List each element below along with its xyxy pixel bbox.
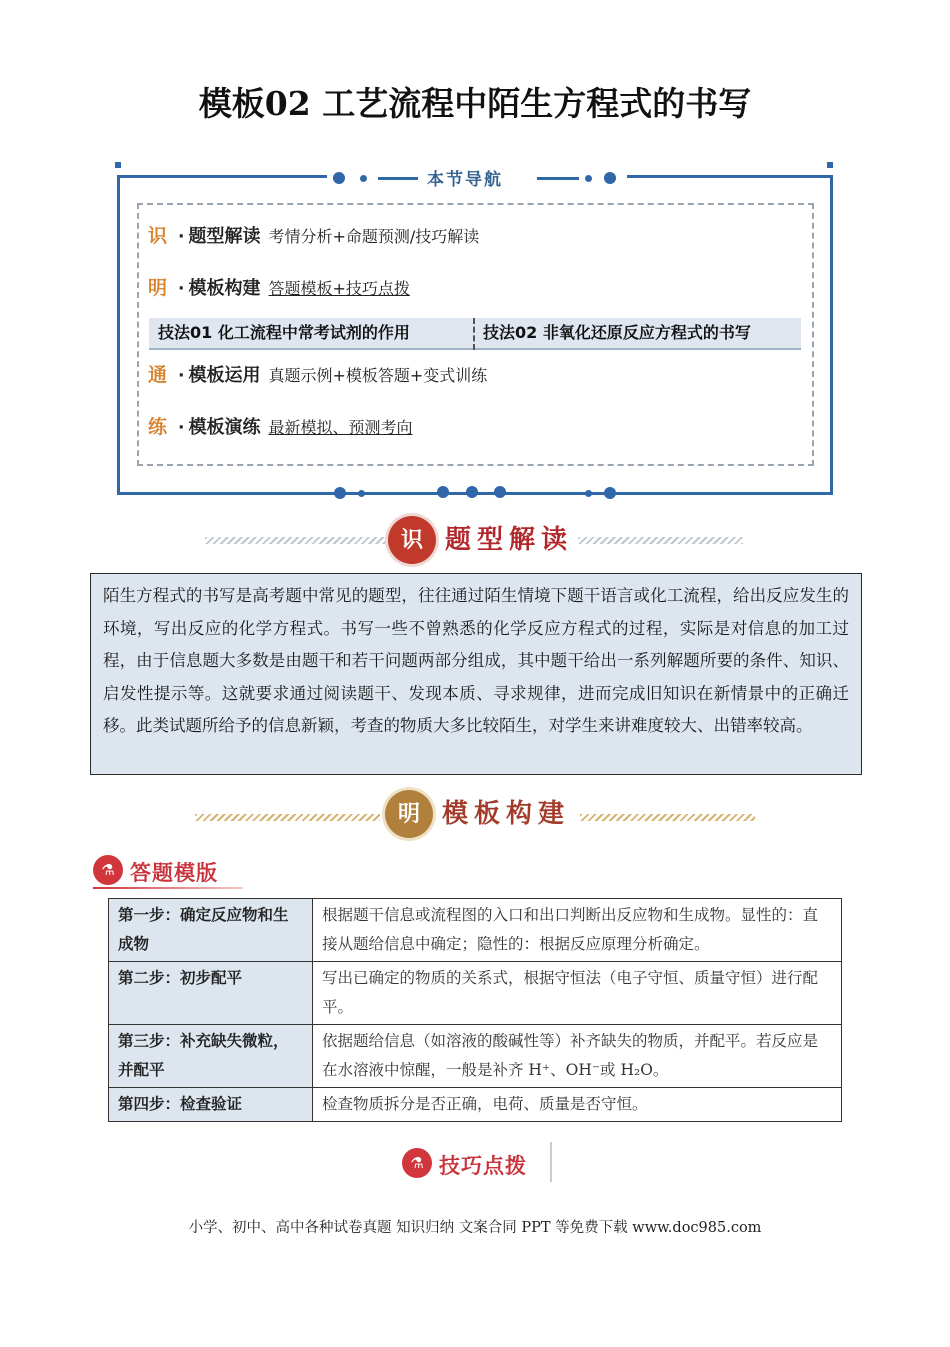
nav-lead: 模板演练 — [188, 417, 261, 438]
nav-row-4[interactable]: 练 · 模板演练 最新模拟、预测考向 — [148, 412, 412, 439]
dot-icon — [604, 487, 616, 499]
section-badge: 识 — [388, 516, 436, 564]
technique-divider — [473, 318, 475, 350]
dot-icon — [494, 486, 506, 498]
divider — [550, 1142, 552, 1182]
dot-icon — [585, 175, 592, 182]
step-key: 第一步：确定反应物和生成物 — [109, 899, 313, 962]
page-title: 模板02 工艺流程中陌生方程式的书写 — [198, 84, 752, 123]
nav-top-line-right — [627, 175, 833, 178]
step-key: 第四步：检查验证 — [109, 1088, 313, 1122]
corner-mark-right — [827, 162, 833, 168]
flask-icon: ⚗ — [402, 1148, 432, 1178]
section-rule — [580, 814, 755, 821]
technique-1[interactable]: 技法01 化工流程中常考试剂的作用 — [158, 323, 410, 342]
corner-mark-left — [115, 162, 121, 168]
step-value: 写出已确定的物质的关系式，根据守恒法（电子守恒、质量守恒）进行配平。 — [313, 962, 842, 1025]
nav-top-line-right2 — [537, 177, 579, 180]
nav-char: 明 — [148, 277, 168, 299]
section-rule — [578, 537, 743, 544]
section-rule — [205, 537, 385, 544]
table-row — [109, 962, 842, 1025]
section-rule — [195, 814, 380, 821]
dot-icon — [333, 172, 345, 184]
dot-icon — [604, 172, 616, 184]
table-row — [109, 1025, 842, 1088]
nav-row-2[interactable]: 明 · 模板构建 答题模板+技巧点拨 — [148, 273, 410, 300]
tips-label: 技巧点拨 — [439, 1154, 527, 1178]
dot-icon — [437, 486, 449, 498]
dot-icon — [334, 487, 346, 499]
dot-icon — [358, 490, 365, 497]
step-value: 依据题给信息（如溶液的酸碱性等）补齐缺失的物质，并配平。若反应是在水溶液中惊醒，一般是补齐 H⁺、OH⁻或 H₂O。 — [313, 1025, 842, 1088]
dot-icon — [585, 490, 592, 497]
step-key: 第三步：补充缺失微粒，并配平 — [109, 1025, 313, 1088]
nav-row-1[interactable]: 识 · 题型解读 考情分析+命题预测/技巧解读 — [148, 221, 479, 248]
section-title: 模板构建 — [442, 799, 571, 829]
step-key: 第二步：初步配平 — [109, 962, 313, 1025]
table-row — [109, 1088, 842, 1122]
flask-icon: ⚗ — [93, 855, 123, 885]
footer: 小学、初中、高中各种试卷真题 知识归纳 文案合同 PPT 等免费下载 www.doc985.com — [188, 1220, 762, 1236]
nav-lead: 题型解读 — [188, 226, 261, 247]
nav-char: 通 — [148, 364, 168, 386]
nav-lead: 模板运用 — [188, 365, 261, 386]
answer-template-label: 答题模版 — [130, 861, 218, 885]
nav-heading: 本节导航 — [427, 170, 503, 190]
steps-table — [108, 898, 842, 1122]
nav-row-3[interactable]: 通 · 模板运用 真题示例+模板答题+变式训练 — [148, 360, 487, 387]
section-badge: 明 — [385, 790, 433, 838]
nav-char: 识 — [148, 225, 168, 247]
nav-desc[interactable]: 答题模板+技巧点拨 — [268, 279, 410, 298]
reading-text: 陌生方程式的书写是高考题中常见的题型，往往通过陌生情境下题干语言或化工流程，给出反应发生的环境，写出反应的化学方程式。书写一些不曾熟悉的化学反应方程式的过程，实际是对信息的加工过程，由于信息题大多数是由题干和若干问题两部分组成，其中题干给出一系列解题所要的条件、知识、启发性提示等。这就要求通过阅读题干、发现本质、寻求规律，进而完成旧知识在新情景中的正确迁移。此类试题所给予的信息新颖，考查的物质大多比较陌生，对学生来讲难度较大、出错率较高。 — [90, 573, 862, 775]
dot-icon — [360, 175, 367, 182]
nav-desc: 考情分析+命题预测/技巧解读 — [268, 227, 480, 246]
nav-lead: 模板构建 — [188, 278, 261, 299]
table-row — [109, 899, 842, 962]
section-title: 题型解读 — [445, 525, 574, 555]
pill-underline — [93, 887, 243, 889]
nav-char: 练 — [148, 416, 168, 438]
nav-desc[interactable]: 最新模拟、预测考向 — [268, 418, 413, 437]
nav-top-line-left — [117, 175, 327, 178]
nav-desc: 真题示例+模板答题+变式训练 — [268, 366, 488, 385]
step-value: 根据题干信息或流程图的入口和出口判断出反应物和生成物。显性的：直接从题给信息中确定；隐性的：根据反应原理分析确定。 — [313, 899, 842, 962]
dot-icon — [466, 486, 478, 498]
technique-2[interactable]: 技法02 非氧化还原反应方程式的书写 — [483, 323, 751, 342]
step-value: 检查物质拆分是否正确，电荷、质量是否守恒。 — [313, 1088, 842, 1122]
